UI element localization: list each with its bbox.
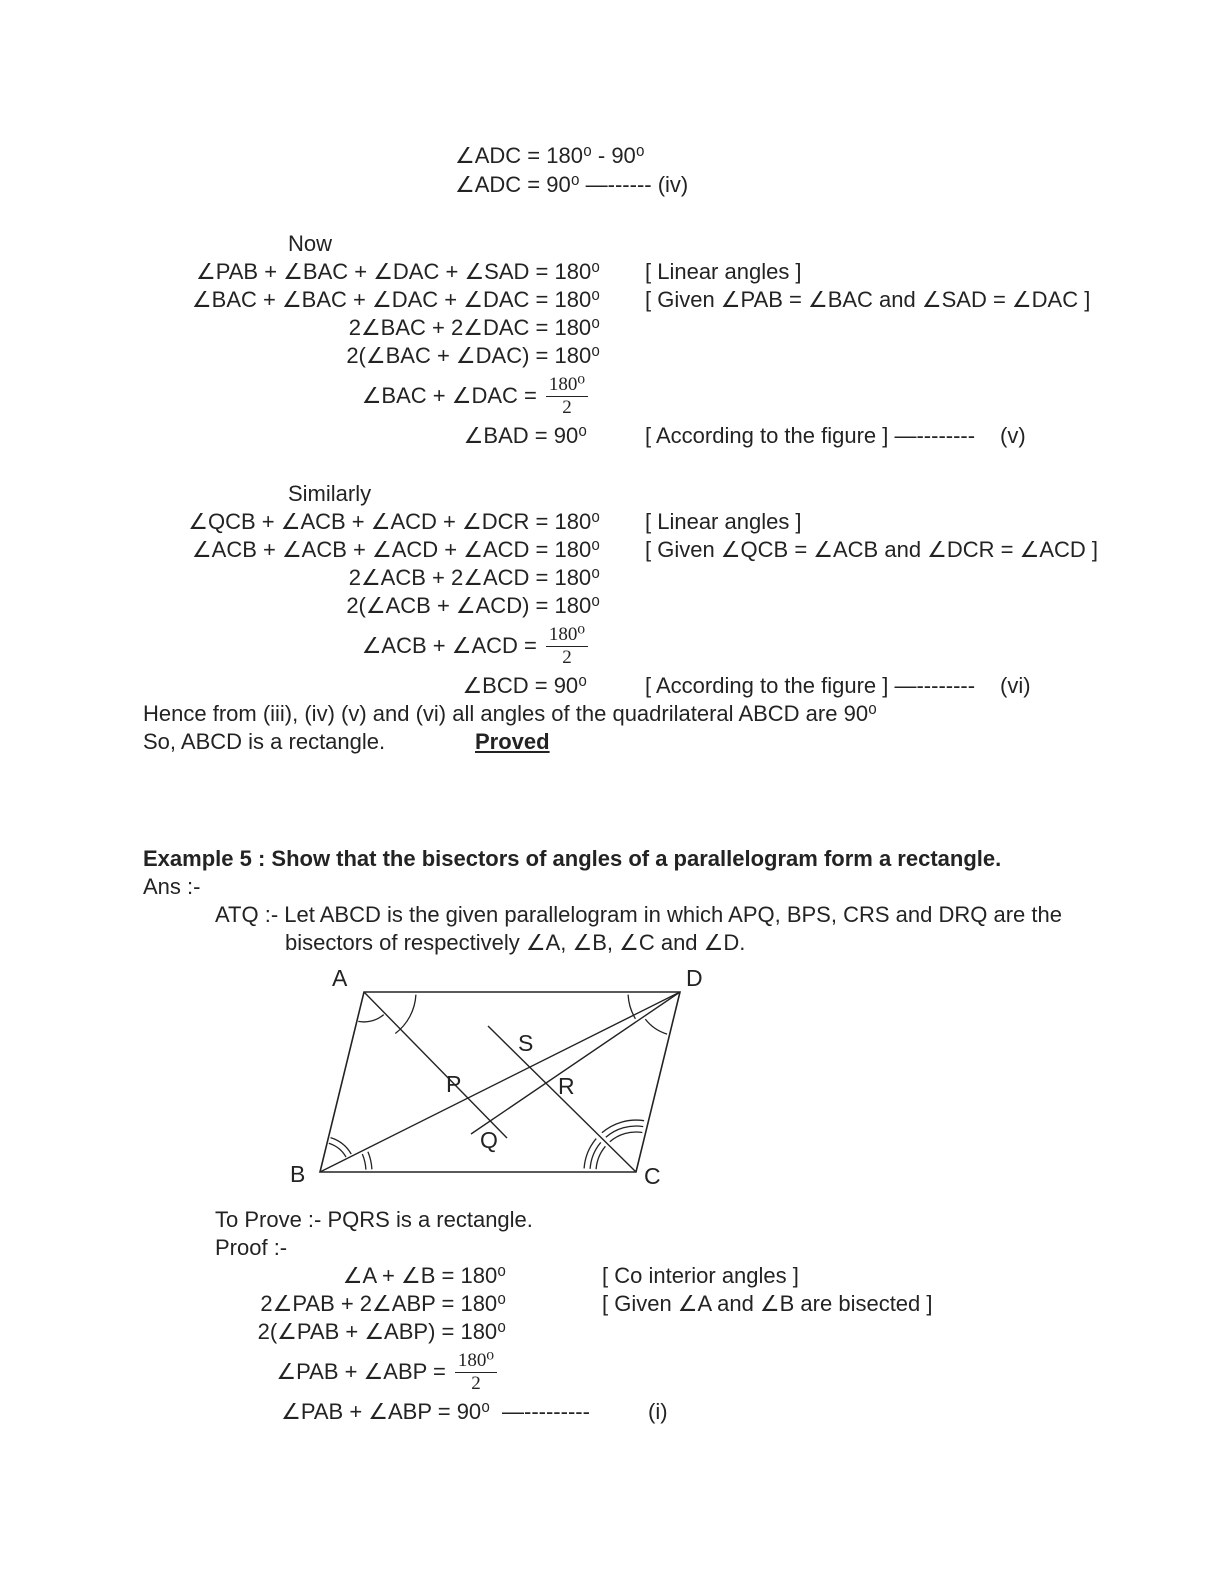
equation: 2(∠PAB + ∠ABP) = 180⁰: [257, 1319, 506, 1344]
equation: 2∠PAB + 2∠ABP = 180⁰: [260, 1291, 506, 1316]
fraction-numerator: 180⁰: [546, 375, 588, 397]
conclusion-line: [143, 728, 1224, 756]
equation-note: [ Linear angles ]: [645, 259, 802, 284]
equation-note: [ Given ∠A and ∠B are bisected ]: [602, 1291, 933, 1316]
section-similarly: [0, 480, 1224, 700]
proof-label: Proof :-: [215, 1235, 288, 1260]
fraction-numerator: 180⁰: [455, 1351, 497, 1373]
equation-dashes: —---------: [502, 1399, 590, 1424]
equation: 2(∠ACB + ∠ACD) = 180⁰: [346, 593, 600, 618]
section-now: [0, 230, 1224, 450]
point-label-Q: Q: [480, 1127, 498, 1153]
equation-note: [ According to the figure ] —--------: [645, 673, 976, 698]
proved-label: Proved: [475, 729, 550, 754]
proof-block: [0, 1262, 1224, 1426]
angle-arc-A1: [358, 1015, 383, 1022]
equation-ref: (vi): [1000, 673, 1031, 698]
fraction: [546, 375, 588, 418]
figure-svg: [288, 956, 718, 1204]
angle-arc-B3: [362, 1154, 366, 1170]
equation-row: [0, 1262, 1224, 1290]
to-prove-line: To Prove :- PQRS is a rectangle.: [215, 1207, 533, 1232]
equation: 2∠BAC + 2∠DAC = 180⁰: [348, 315, 600, 340]
fraction: [455, 1351, 497, 1394]
fraction-equation-row: [0, 370, 588, 422]
equation-note: [ Given ∠QCB = ∠ACB and ∠DCR = ∠ACD ]: [645, 537, 1099, 562]
answer-label: Ans :-: [143, 874, 201, 899]
statement-line: bisectors of respectively ∠A, ∠B, ∠C and ∠D.: [285, 930, 746, 955]
angle-arc-C4: [610, 1132, 643, 1142]
bisector-APQ: [364, 992, 507, 1138]
equation-ref: (v): [1000, 423, 1026, 448]
fraction: [546, 625, 588, 668]
conclusion-line: Hence from (iii), (iv) (v) and (vi) all angles of the quadrilateral ABCD are 90⁰: [143, 701, 877, 726]
equation-row: [0, 1290, 1224, 1318]
equation: ∠BAC + ∠DAC =: [361, 383, 537, 408]
conclusion: [143, 700, 1224, 756]
equation: ∠ACB + ∠ACB + ∠ACD + ∠ACD = 180⁰: [191, 537, 600, 562]
equation: ∠PAB + ∠ABP = 90⁰: [281, 1399, 490, 1424]
result-row: [0, 422, 1224, 450]
equation: ∠BCD = 90⁰: [462, 673, 587, 698]
fraction-equation-row: [0, 1346, 497, 1398]
statement-line: ATQ :- Let ABCD is the given parallelogram in which APQ, BPS, CRS and DRQ are the: [215, 902, 1062, 927]
equation-row: [0, 342, 1224, 370]
equation-row: [0, 564, 1224, 592]
bisector-BPS: [320, 992, 680, 1172]
angle-arc-B4: [368, 1152, 372, 1170]
equation: 2(∠BAC + ∠DAC) = 180⁰: [346, 343, 600, 368]
vertex-label-A: A: [332, 965, 348, 991]
point-label-P: P: [446, 1071, 462, 1097]
angle-arc-D2: [645, 1019, 667, 1034]
section-label: Now: [288, 231, 333, 256]
equation-line: ∠ADC = 90⁰ —------ (iv): [455, 172, 689, 197]
bisector-CRS: [488, 1026, 636, 1172]
point-label-S: S: [518, 1030, 534, 1056]
equation: ∠PAB + ∠BAC + ∠DAC + ∠SAD = 180⁰: [195, 259, 600, 284]
fraction-numerator: 180⁰: [546, 625, 588, 647]
fraction-denominator: 2: [471, 1372, 481, 1394]
equation-row: [0, 536, 1224, 564]
vertex-label-D: D: [686, 965, 703, 991]
equation-row: [0, 508, 1224, 536]
equation-ref: (i): [648, 1399, 668, 1424]
equation-note: [ According to the figure ] —--------: [645, 423, 976, 448]
equation: ∠QCB + ∠ACB + ∠ACD + ∠DCR = 180⁰: [188, 509, 600, 534]
result-row: [0, 1398, 1224, 1426]
equation: ∠A + ∠B = 180⁰: [342, 1263, 506, 1288]
equation: ∠BAD = 90⁰: [463, 423, 587, 448]
equation-note: [ Given ∠PAB = ∠BAC and ∠SAD = ∠DAC ]: [645, 287, 1091, 312]
equation: ∠PAB + ∠ABP =: [276, 1359, 446, 1384]
equation-line: ∠ADC = 180⁰ - 90⁰: [455, 143, 645, 168]
equation: 2∠ACB + 2∠ACD = 180⁰: [348, 565, 600, 590]
equation-row: [0, 258, 1224, 286]
equation-note: [ Linear angles ]: [645, 509, 802, 534]
equation: ∠BAC + ∠BAC + ∠DAC + ∠DAC = 180⁰: [191, 287, 600, 312]
equation-row: [0, 592, 1224, 620]
fraction-equation-row: [0, 620, 588, 672]
result-row: [0, 672, 1224, 700]
example-5: [143, 845, 1224, 957]
fraction-denominator: 2: [562, 396, 572, 418]
section-label: Similarly: [288, 481, 372, 506]
conclusion-text: So, ABCD is a rectangle.: [143, 729, 386, 754]
example-heading: Example 5 : Show that the bisectors of angles of a parallelogram form a rectangle.: [143, 846, 1002, 871]
vertex-label-C: C: [644, 1163, 661, 1189]
equation-row: [0, 1318, 1224, 1346]
intro-equations: [455, 141, 688, 199]
point-label-R: R: [558, 1073, 575, 1099]
equation-note: [ Co interior angles ]: [602, 1263, 799, 1288]
fraction-denominator: 2: [562, 646, 572, 668]
vertex-label-B: B: [290, 1161, 306, 1187]
equation-row: [0, 286, 1224, 314]
parallelogram-figure: [288, 956, 718, 1204]
equation-row: [0, 314, 1224, 342]
angle-arc-C1: [596, 1146, 605, 1169]
equation: ∠ACB + ∠ACD =: [361, 633, 537, 658]
